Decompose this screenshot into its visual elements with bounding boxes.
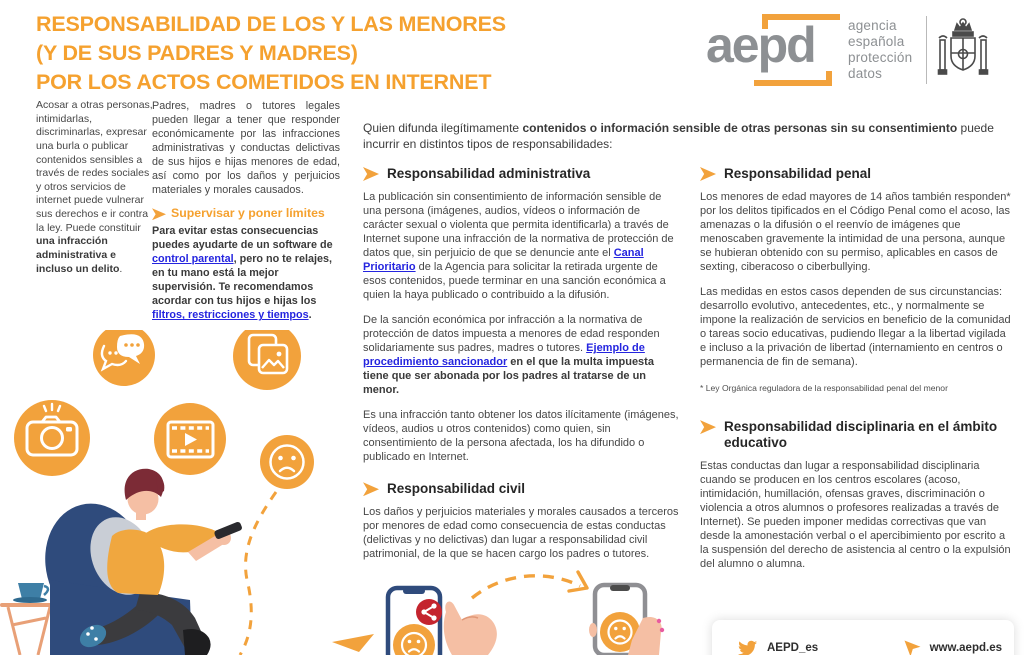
- title-line-2: (Y DE SUS PADRES Y MADRES): [36, 41, 358, 66]
- phone-share-illustration: [380, 560, 670, 655]
- text-link[interactable]: Ejemplo de procedimiento sancionador: [363, 342, 645, 369]
- chat-bubbles-icon: [93, 330, 155, 386]
- photos-icon: [233, 330, 301, 390]
- receiver-phone: [589, 585, 664, 655]
- arrow-icon: [700, 420, 716, 434]
- share-arrow-dashes: [472, 576, 580, 598]
- page-title: [36, 10, 684, 98]
- administrativa-heading: Responsabilidad administrativa: [363, 166, 681, 182]
- logo-bracket-bottom: [754, 71, 832, 86]
- twitter-icon: [736, 637, 759, 655]
- supervise-heading: Supervisar y poner límites: [152, 206, 340, 222]
- arrow-icon: [152, 208, 166, 220]
- cursor-icon: [902, 638, 922, 655]
- civil-paragraph: Los daños y perjuicios materiales y morales causados a terceros por menores de edad como consecuencia de estas conductas (delictivas y no delictivas) dan lugar a responsabilidad civil patrimonial, de la que se hacen cargo los padres o tutores.: [363, 506, 679, 561]
- penal-footnote: * Ley Orgánica reguladora de la responsabilidad penal del menor: [700, 383, 948, 394]
- administrativa-paragraph-3: Es una infracción tanto obtener los datos ilícitamente (imágenes, vídeos, audios u otros contenidos) como quien, sin consentimiento de la persona afectada, los ha difundido o publicado en Internet.: [363, 409, 679, 464]
- main-intro-text: Quien difunda ilegítimamente contenidos o información sensible de otras personas sin su consentimiento puede incurrir en distintos tipos de responsabilidades:: [363, 121, 994, 152]
- administrativa-paragraph-2: De la sanción económica por infracción a la normativa de protección de datos impuesta a menores de edad responden solidariamente sus padres, madres o tutores. Ejemplo de procedimiento sancionador en el que la multa impuesta tiene que ser abonada por los padres al tratarse de un menor.: [363, 314, 660, 397]
- text-link[interactable]: control parental: [152, 253, 234, 266]
- aepd-logo: [698, 6, 1016, 94]
- right-column: [700, 166, 1014, 571]
- website-url[interactable]: www.aepd.es: [929, 642, 1002, 654]
- arrow-icon: [700, 167, 716, 181]
- supervise-advice-text: Para evitar estas consecuencias puedes ayudarte de un software de control parental, pero no te relajes, en tu mano está la mejor supervisión. Te recomendamos acordar con tus hijos e hijas los filtros, restricciones y tiempos.: [152, 225, 333, 322]
- aepd-wordmark-block: [698, 6, 848, 94]
- harassment-warning-text: Acosar a otras personas, intimidarlas, discriminarlas, expresar una burla o publicar contenidos sensibles a través de redes sociales y otros servicios de internet puede vulnerar sus derechos e ir contra la ley. Puede constituir una infracción administrativa e incluso un delito.: [36, 99, 153, 275]
- person-illustration: [0, 469, 243, 655]
- dashed-curve: [240, 492, 276, 655]
- left-intro-paragraph: [36, 99, 154, 276]
- logo-tagline: agencia española protección datos: [848, 18, 913, 81]
- parents-column: [152, 99, 340, 322]
- video-icon: [154, 403, 226, 475]
- website-item[interactable]: [902, 638, 1002, 655]
- camera-icon: [14, 400, 90, 476]
- penal-paragraph-1: Los menores de edad mayores de 14 años también responden* por los delitos tipificados en el Código Penal como el acoso, las amenazas o la difusión o el reenvío de imágenes que menoscaben gravemente la intimidad de una persona, aunque se hubieran obtenido con su permiso, aplicables en casos de sexting, ciberacoso o ciberbullying.: [700, 190, 1011, 273]
- civil-heading: Responsabilidad civil: [363, 481, 681, 497]
- orange-shard: [332, 634, 374, 652]
- sender-phone: [388, 588, 442, 655]
- disciplinaria-heading: Responsabilidad disciplinaria en el ámbito educativo: [700, 419, 1014, 451]
- disciplinaria-paragraph: Estas conductas dan lugar a responsabilidad disciplinaria cuando se producen en los centros escolares (acoso, intimidación, humillación, ofensas graves, discriminación o violencia a otros alumnos o profesores realizadas a través de Internet). Se pueden imponer medidas correctivas que van desde la amonestación verbal o el apercibimiento por escrito a la suspensión del derecho de asistencia al centro o la expulsión del alumno o alumna.: [700, 459, 1011, 571]
- parents-liability-text: Padres, madres o tutores legales pueden llegar a tener que responder económicamente por las infracciones administrativas y conductas delictivas de sus hijos e hijas menores de edad, así como por los daños y perjuicios materiales y morales causados.: [152, 100, 340, 197]
- arrow-icon: [363, 167, 379, 181]
- footer-card: [712, 620, 1014, 655]
- penal-paragraph-2: Las medidas en estos casos dependen de sus circunstancias: desarrollo evolutivo, antecedentes, etc., y normalmente se impone la realización de servicios en beneficio de la comunidad o tareas socio educativas, pudiendo llegar a la libertad vigilada e incluso a la privación de libertad (internamiento en centros o permanencia de fin de semana).: [700, 286, 1011, 369]
- twitter-handle[interactable]: AEPD_es: [767, 642, 819, 654]
- twitter-item[interactable]: [736, 637, 818, 655]
- administrativa-paragraph-1: La publicación sin consentimiento de información sensible de una persona (imágenes, audios, vídeos o información de carácter sexual o violenta que permita identificarla) a través de Internet supone una infracción de la normativa de protección de datos que, sin perjuicio de que se denuncie ante el Canal Prioritario de la Agencia para solicitar la retirada urgente de esos contenidos, puede terminar en una sanción económica a quien la haya publicado o contribuido a la difusión.: [363, 190, 674, 302]
- title-line-1: RESPONSABILIDAD DE LOS Y LAS MENORES: [36, 12, 506, 36]
- text-link[interactable]: filtros, restricciones y tiempos: [152, 309, 309, 322]
- title-line-3: POR LOS ACTOS COMETIDOS EN INTERNET: [36, 70, 492, 95]
- text-link[interactable]: Canal Prioritario: [363, 246, 644, 273]
- sad-face-icon: [260, 435, 314, 489]
- logo-divider: [926, 16, 927, 84]
- penal-heading: Responsabilidad penal: [700, 166, 1014, 182]
- pointing-hand: [444, 601, 497, 655]
- share-icon: [416, 599, 442, 625]
- side-table: [0, 583, 58, 655]
- aepd-wordmark: aepd: [706, 17, 815, 73]
- spain-coat-of-arms-icon: [937, 14, 989, 86]
